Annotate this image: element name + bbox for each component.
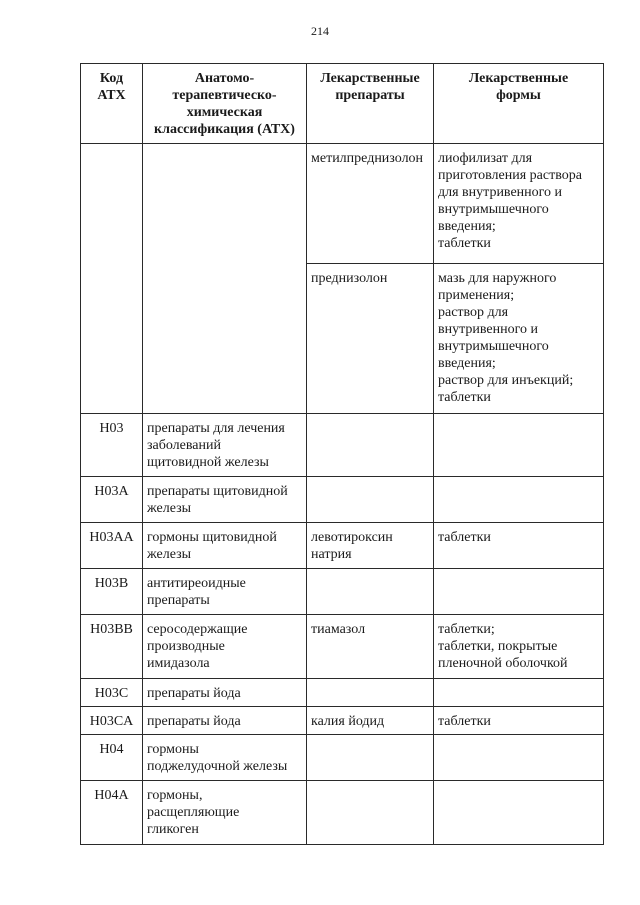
table-row [81, 477, 604, 523]
cell-drug [307, 569, 434, 615]
cell-drug: калия йодид [307, 707, 434, 735]
table-row [81, 569, 604, 615]
cell-forms [434, 477, 604, 523]
cell-forms [434, 735, 604, 781]
header-drugs: Лекарственные препараты [307, 64, 434, 144]
cell-drug [307, 477, 434, 523]
cell-drug [307, 781, 434, 845]
cell-code [81, 144, 143, 414]
table-row [81, 679, 604, 707]
cell-forms [434, 414, 604, 477]
cell-classification: препараты для лечения заболеваний щитовидной железы [143, 414, 307, 477]
atx-table [80, 63, 604, 845]
cell-classification [143, 144, 307, 414]
cell-code: H03BB [81, 615, 143, 679]
table-row [81, 523, 604, 569]
cell-classification: антитиреоидные препараты [143, 569, 307, 615]
cell-code: H03C [81, 679, 143, 707]
cell-classification: гормоны щитовидной железы [143, 523, 307, 569]
cell-forms [434, 569, 604, 615]
table-row [81, 414, 604, 477]
cell-classification: препараты щитовидной железы [143, 477, 307, 523]
cell-classification: гормоны поджелудочной железы [143, 735, 307, 781]
cell-code: H03CA [81, 707, 143, 735]
table-row [81, 144, 604, 264]
table-row [81, 615, 604, 679]
cell-drug: тиамазол [307, 615, 434, 679]
cell-classification: гормоны, расщепляющие гликоген [143, 781, 307, 845]
cell-code: H04 [81, 735, 143, 781]
cell-forms: таблетки; таблетки, покрытые пленочной оболочкой [434, 615, 604, 679]
page-number: 214 [311, 24, 329, 38]
table-row [81, 735, 604, 781]
cell-drug: метилпреднизолон [307, 144, 434, 264]
table-header-row [81, 64, 604, 144]
cell-drug: преднизолон [307, 264, 434, 414]
cell-forms: таблетки [434, 523, 604, 569]
cell-drug [307, 414, 434, 477]
cell-drug [307, 735, 434, 781]
cell-code: H04A [81, 781, 143, 845]
table-row [81, 781, 604, 845]
cell-classification: препараты йода [143, 707, 307, 735]
header-forms: Лекарственные формы [434, 64, 604, 144]
cell-forms: мазь для наружного применения; раствор для внутривенного и внутримышечного введения; раствор для инъекций; таблетки [434, 264, 604, 414]
cell-forms: лиофилизат для приготовления раствора для внутривенного и внутримышечного введения; таблетки [434, 144, 604, 264]
cell-classification: препараты йода [143, 679, 307, 707]
cell-code: H03AA [81, 523, 143, 569]
cell-code: H03 [81, 414, 143, 477]
cell-code: H03B [81, 569, 143, 615]
cell-drug: левотироксин натрия [307, 523, 434, 569]
cell-forms [434, 781, 604, 845]
cell-classification: серосодержащие производные имидазола [143, 615, 307, 679]
header-code: Код АТХ [81, 64, 143, 144]
cell-drug [307, 679, 434, 707]
header-classification: Анатомо- терапевтическо- химическая классификация (АТХ) [143, 64, 307, 144]
cell-forms: таблетки [434, 707, 604, 735]
cell-code: H03A [81, 477, 143, 523]
table-row [81, 707, 604, 735]
cell-forms [434, 679, 604, 707]
